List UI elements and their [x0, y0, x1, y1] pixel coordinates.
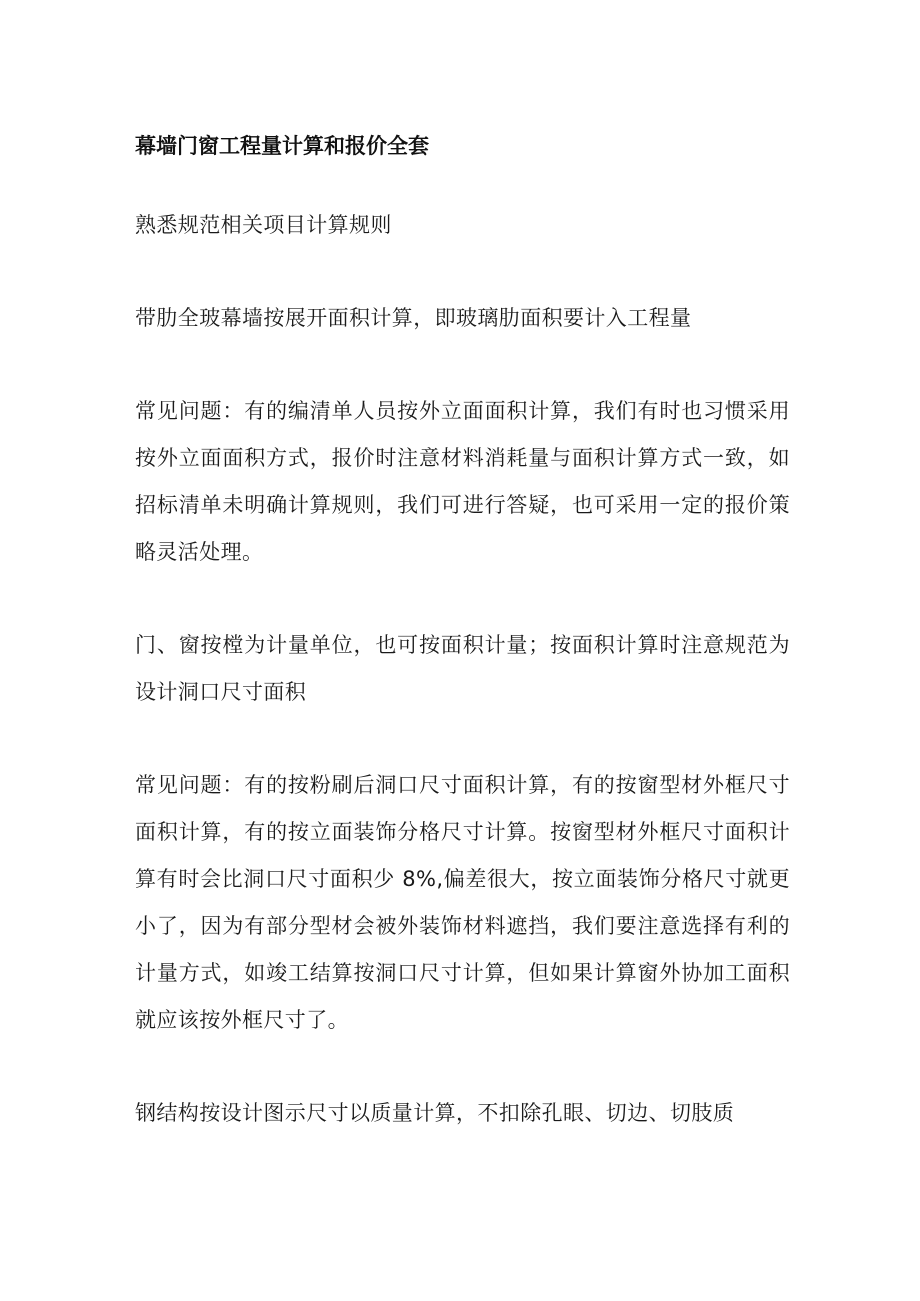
- paragraph-steel-structure: 钢结构按设计图示尺寸以质量计算，不扣除孔眼、切边、切肢质: [135, 1101, 735, 1125]
- document-title: 幕墙门窗工程量计算和报价全套: [135, 134, 429, 158]
- paragraph-rules-intro: 熟悉规范相关项目计算规则: [135, 213, 392, 237]
- paragraph-common-issue-opening-size: 常见问题：有的按粉刷后洞口尺寸面积计算，有的按窗型材外框尺寸面积计算，有的按立面装饰分格尺寸计算。按窗型材外框尺寸面积计算有时会比洞口尺寸面积少 8%,偏差很大，按立面装饰分格尺寸就更小了，因为有部分型材会被外装饰材料遮挡，我们要注意选择有利的计量方式，如竣工结算按洞口尺寸计算，但如果计算窗外协加工面积就应该按外框尺寸了。: [135, 773, 790, 1032]
- paragraph-doors-windows-unit: 门、窗按樘为计量单位，也可按面积计量；按面积计算时注意规范为设计洞口尺寸面积: [135, 633, 790, 704]
- paragraph-glass-curtain-wall: 带肋全玻幕墙按展开面积计算，即玻璃肋面积要计入工程量: [135, 306, 692, 330]
- paragraph-common-issue-facade: 常见问题：有的编清单人员按外立面面积计算，我们有时也习惯采用按外立面面积方式，报价时注意材料消耗量与面积计算方式一致，如招标清单未明确计算规则，我们可进行答疑，也可采用一定的报价策略灵活处理。: [135, 399, 790, 564]
- document-body: [135, 126, 790, 1183]
